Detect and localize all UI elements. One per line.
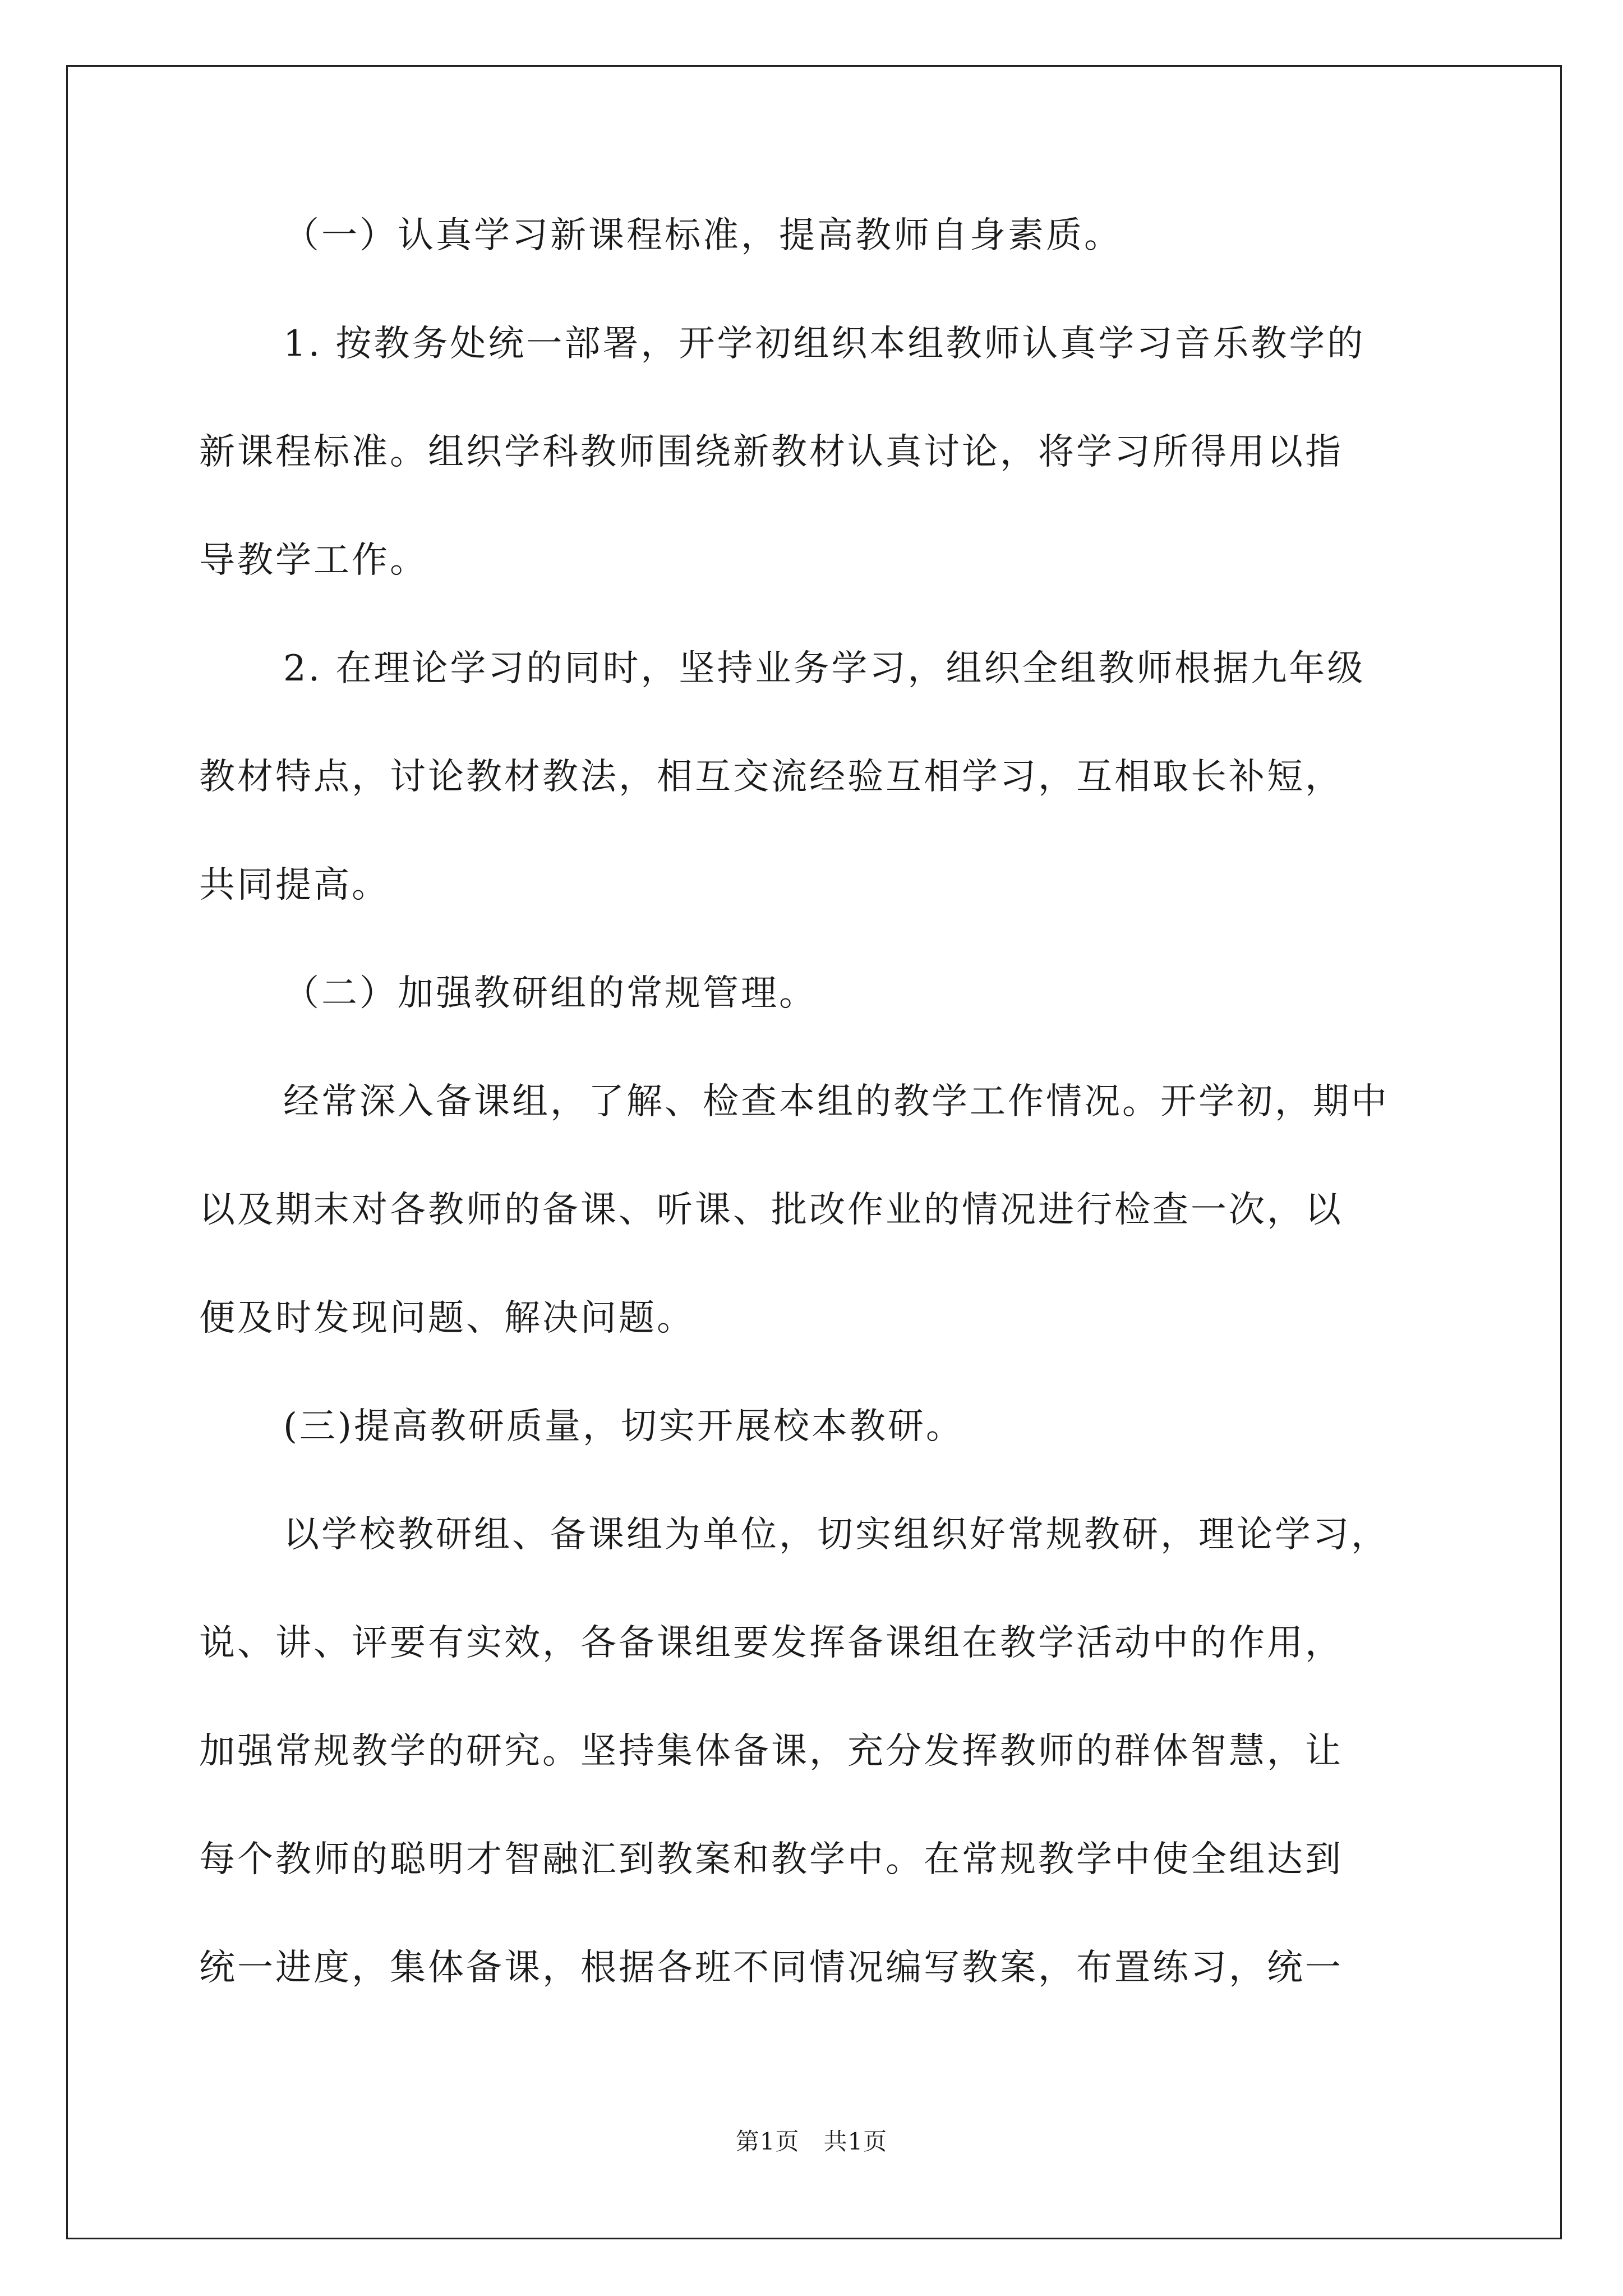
paragraph-line: 教材特点，讨论教材教法，相互交流经验互相学习，互相取长补短， (199, 756, 1343, 798)
paragraph-line: 便及时发现问题、解决问题。 (199, 1297, 695, 1339)
paragraph-line: 以学校教研组、备课组为单位，切实组织好常规教研，理论学习， (283, 1514, 1389, 1556)
paragraph-line: 1. 按教务处统一部署，开学初组织本组教师认真学习音乐教学的 (283, 323, 1366, 365)
paragraph-line: 每个教师的聪明才智融汇到教案和教学中。在常规教学中使全组达到 (199, 1839, 1343, 1880)
paragraph-line: 经常深入备课组，了解、检查本组的教学工作情况。开学初，期中 (283, 1081, 1389, 1122)
page-border (66, 65, 1562, 2239)
section-heading-3: (三)提高教研质量，切实开展校本教研。 (283, 1406, 964, 1447)
section-heading-2: （二）加强教研组的常规管理。 (283, 973, 817, 1014)
section-heading-1: （一）认真学习新课程标准，提高教师自身素质。 (283, 215, 1122, 256)
paragraph-line: 统一进度，集体备课，根据各班不同情况编写教案，布置练习，统一 (199, 1947, 1343, 1989)
paragraph-line: 以及期末对各教师的备课、听课、批改作业的情况进行检查一次，以 (199, 1189, 1343, 1231)
paragraph-line: 共同提高。 (199, 864, 390, 906)
paragraph-line: 新课程标准。组织学科教师围绕新教材认真讨论，将学习所得用以指 (199, 431, 1343, 473)
page-number-footer: 第1页 共1页 (735, 2128, 888, 2155)
paragraph-line: 2. 在理论学习的同时，坚持业务学习，组织全组教师根据九年级 (283, 648, 1366, 689)
paragraph-line: 加强常规教学的研究。坚持集体备课，充分发挥教师的群体智慧，让 (199, 1731, 1343, 1772)
paragraph-line: 导教学工作。 (199, 540, 428, 581)
paragraph-line: 说、讲、评要有实效，各备课组要发挥备课组在教学活动中的作用， (199, 1622, 1343, 1664)
